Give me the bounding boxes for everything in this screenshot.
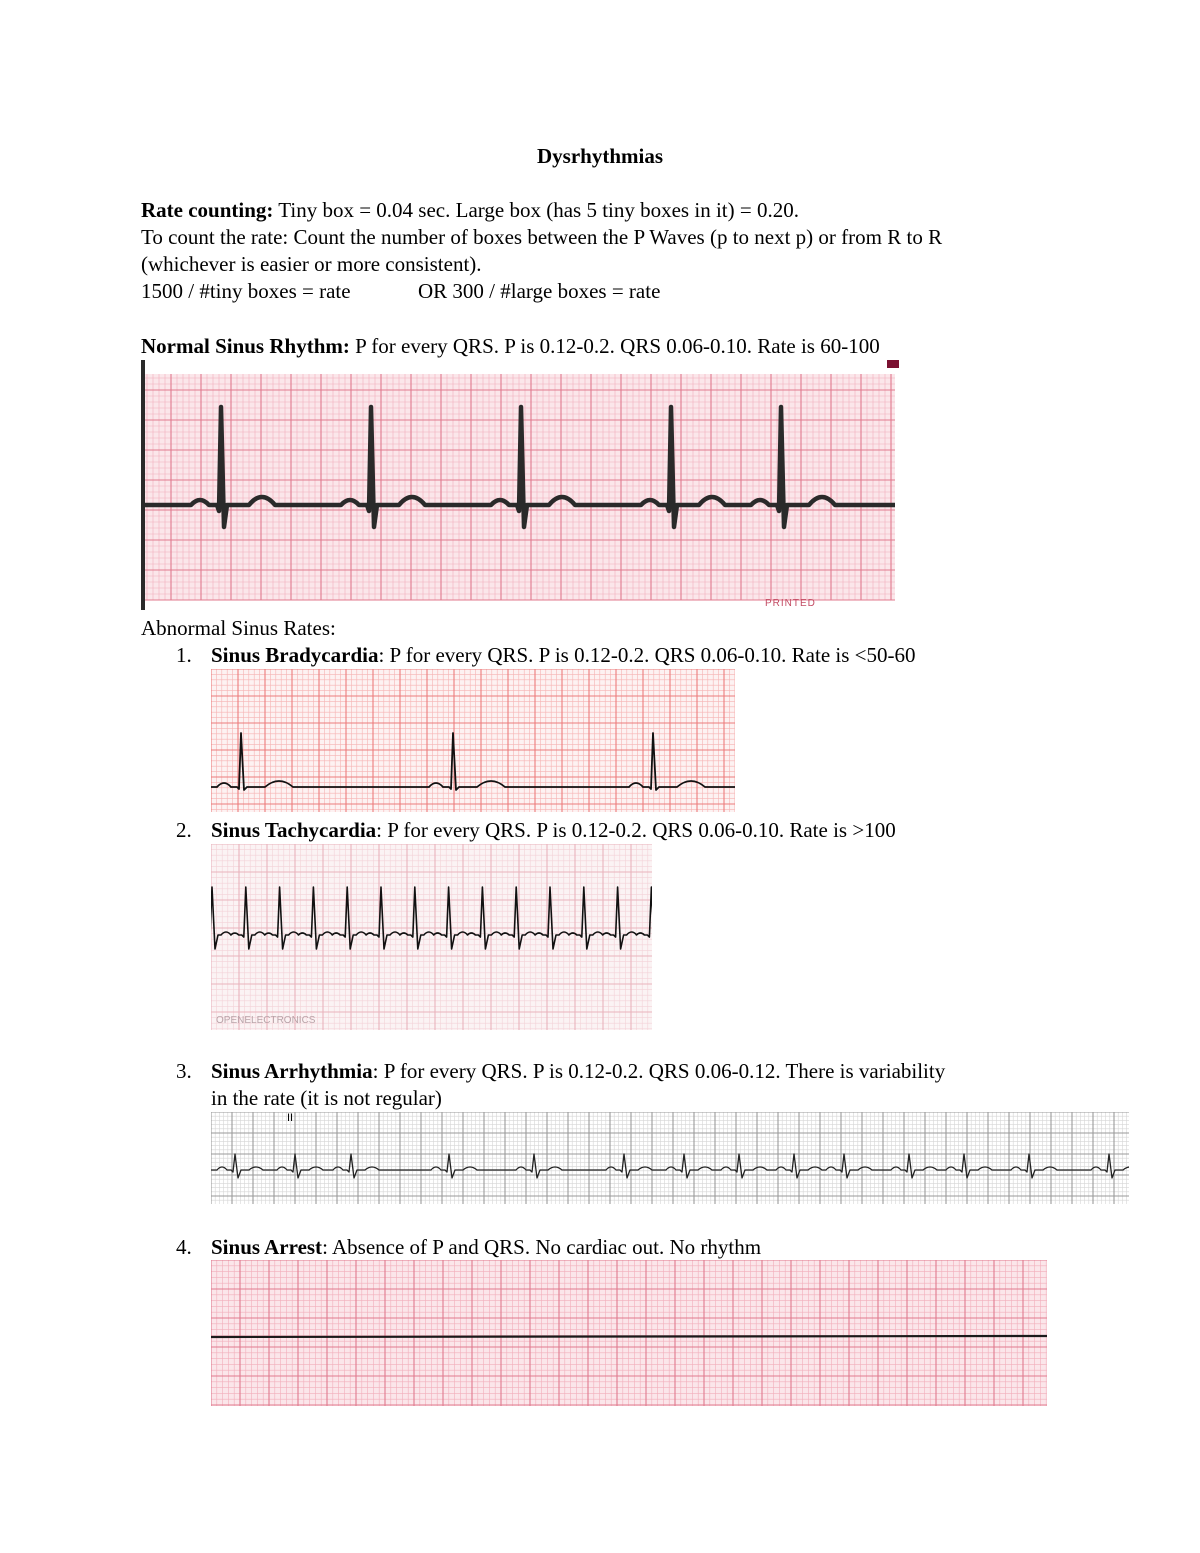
- item-number: 1.: [176, 643, 192, 667]
- item-sinus-tachycardia: [176, 817, 896, 844]
- normal-sinus-ecg-strip: [141, 360, 901, 614]
- item-number: 3.: [176, 1059, 192, 1083]
- arrest-ecg-graphic: [211, 1260, 1047, 1406]
- item-sinus-bradycardia: [176, 642, 916, 669]
- item-label: Sinus Arrest: [211, 1235, 323, 1259]
- item-text: : P for every QRS. P is 0.12-0.2. QRS 0.06-0.12. There is variability: [372, 1059, 946, 1083]
- bradycardia-ecg-graphic: [211, 669, 735, 812]
- item-text: : Absence of P and QRS. No cardiac out. No rhythm: [322, 1235, 762, 1259]
- arrest-ecg-strip: [211, 1260, 1047, 1406]
- item-sinus-arrest: [176, 1234, 761, 1261]
- tachycardia-watermark: OPENELECTRONICS: [216, 1015, 316, 1026]
- normal-sinus-label: Normal Sinus Rhythm:: [141, 334, 350, 358]
- strip-left-edge: [141, 360, 145, 610]
- arrest-flat-line: [211, 1336, 1047, 1337]
- item-number: 2.: [176, 818, 192, 842]
- item-text: : P for every QRS. P is 0.12-0.2. QRS 0.06-0.10. Rate is <50-60: [378, 643, 916, 667]
- rate-counting-text: Tiny box = 0.04 sec. Large box (has 5 tiny boxes in it) = 0.20.: [273, 198, 799, 222]
- abnormal-heading: Abnormal Sinus Rates:: [141, 616, 336, 640]
- rate-counting-line-3: (whichever is easier or more consistent).: [141, 252, 482, 276]
- rate-formula-large: OR 300 / #large boxes = rate: [418, 279, 661, 303]
- item-label: Sinus Arrhythmia: [211, 1059, 373, 1083]
- arrhythmia-ecg-strip: [211, 1112, 1129, 1204]
- rate-counting-line-2: To count the rate: Count the number of boxes between the P Waves (p to next p) or from R to R: [141, 225, 943, 249]
- item-label: Sinus Bradycardia: [211, 643, 379, 667]
- tachycardia-ecg-strip: [211, 844, 652, 1030]
- item-sinus-arrhythmia: [176, 1058, 945, 1085]
- bradycardia-ecg-strip: [211, 669, 735, 812]
- rate-counting-label: Rate counting:: [141, 198, 274, 222]
- normal-strip-mark: PRINTED: [765, 598, 816, 609]
- page-title: Dysrhythmias: [536, 144, 663, 168]
- normal-sinus-heading: [141, 333, 880, 360]
- strip-top-border: [141, 360, 895, 374]
- arrhythmia-lead-label: II: [287, 1112, 294, 1124]
- arrhythmia-ecg-graphic: [211, 1112, 1129, 1204]
- normal-sinus-text: P for every QRS. P is 0.12-0.2. QRS 0.06-0.10. Rate is 60-100: [349, 334, 880, 358]
- rate-counting-line-1: [141, 197, 799, 224]
- normal-sinus-ecg-graphic: [141, 360, 901, 614]
- tachycardia-ecg-graphic: [211, 844, 652, 1030]
- strip-corner-mark: [887, 360, 899, 368]
- rate-formula-tiny: 1500 / #tiny boxes = rate: [141, 279, 351, 303]
- item-text: : P for every QRS. P is 0.12-0.2. QRS 0.06-0.10. Rate is >100: [376, 818, 896, 842]
- item-label: Sinus Tachycardia: [211, 818, 377, 842]
- item-sinus-arrhythmia-cont: in the rate (it is not regular): [211, 1086, 442, 1110]
- grid-background: [211, 1260, 1047, 1406]
- item-number: 4.: [176, 1235, 192, 1259]
